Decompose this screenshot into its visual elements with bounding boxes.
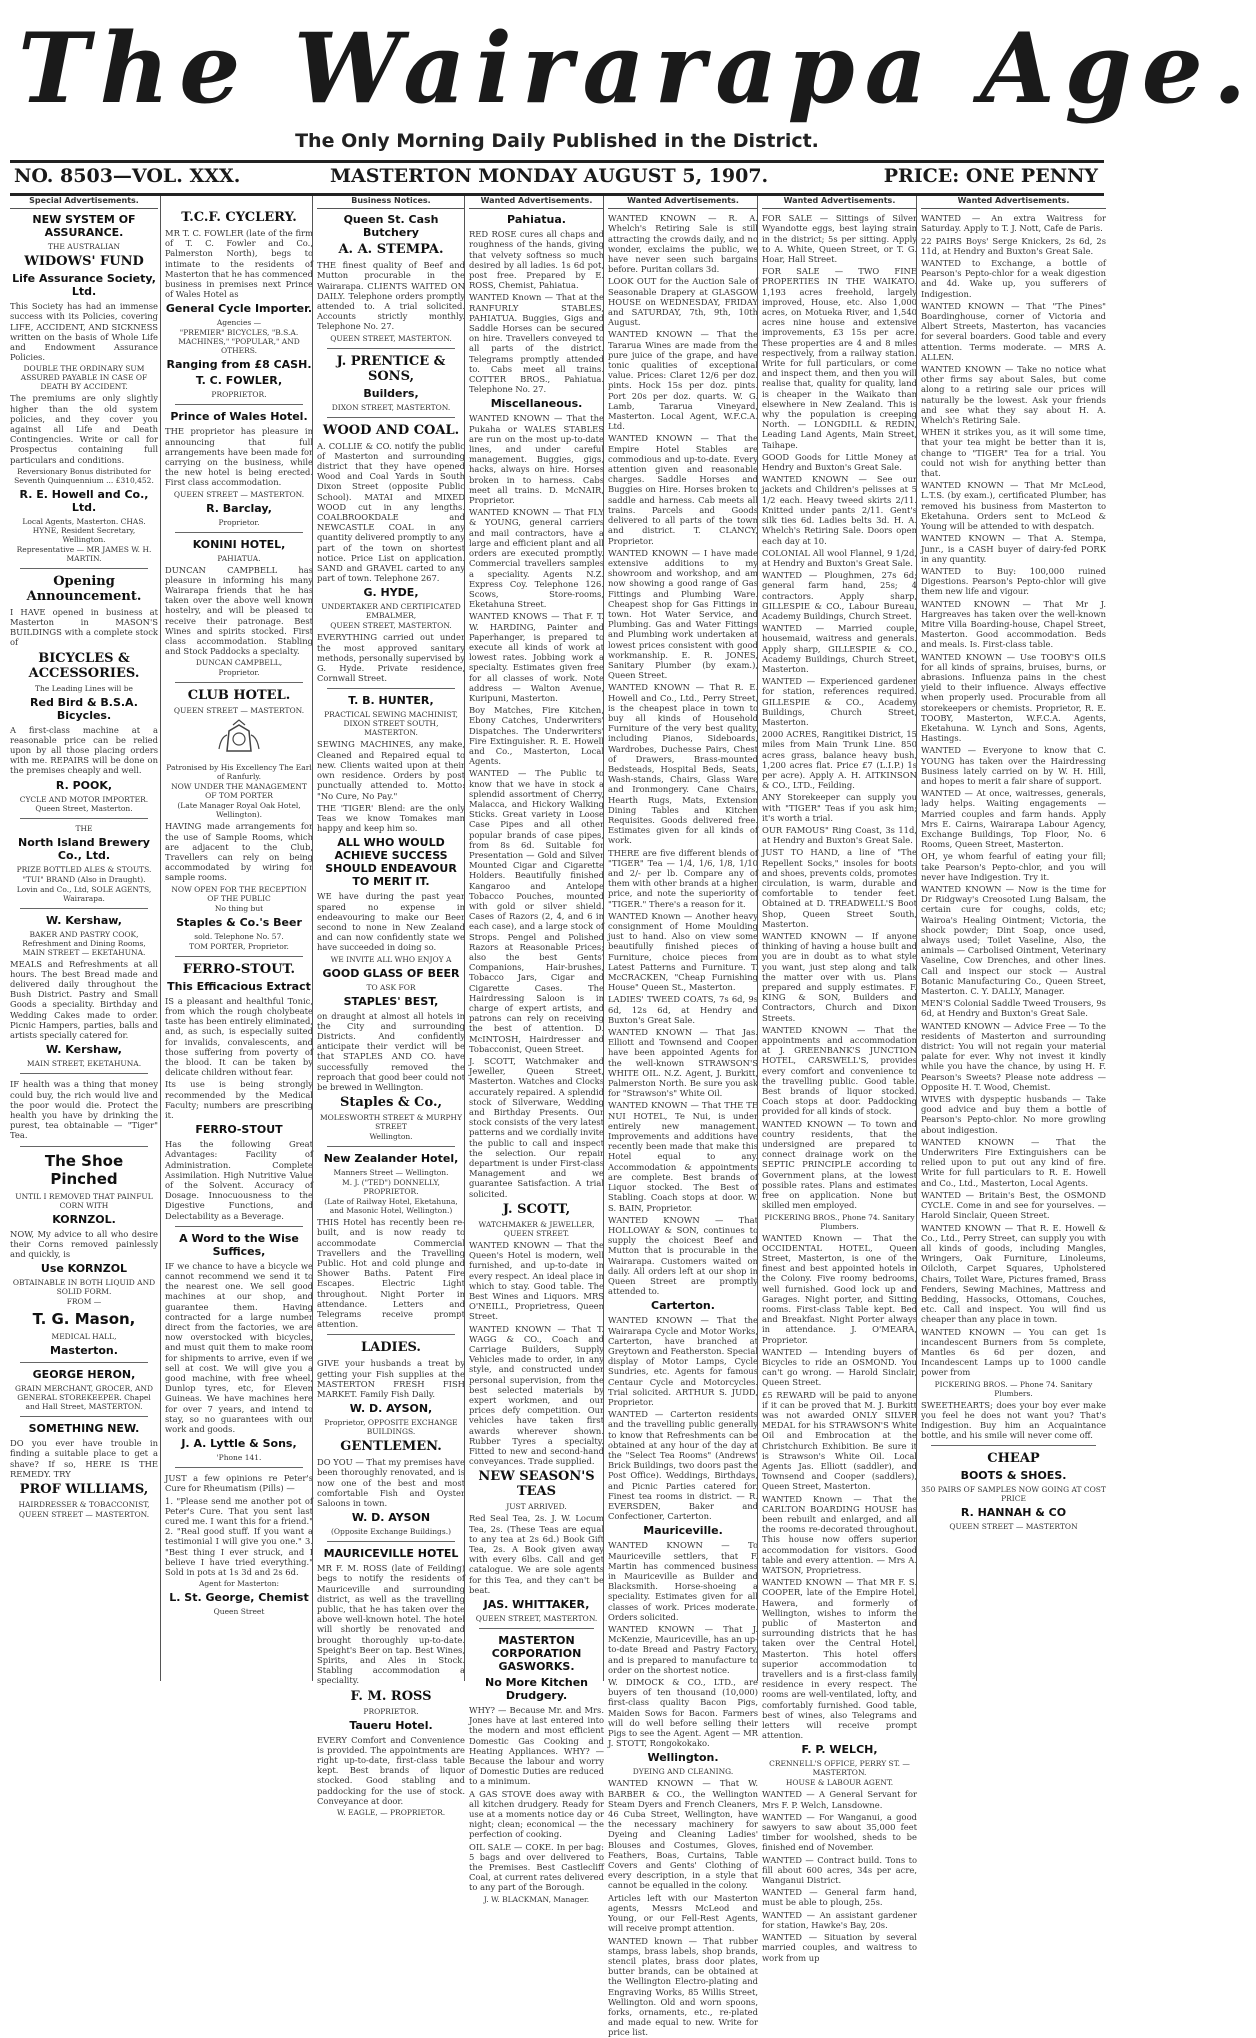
ad-line: (Late Manager Royal Oak Hotel, Wellington).: [177, 801, 301, 820]
section-heading: Mauriceville.: [643, 1524, 723, 1538]
ad-text: A. COLLIE & CO. notify the public of Masterton and surrounding district that they have opened Wood and Coal Yards in South Dixon Street (opposite Public School). MATAI and MIXED WOOD cut in any lengths. COALBROOKDALE and NEWCASTLE COAL in any quantity delivered promptly to any part of the town on shortest notice. Price List on application. SAND and GRAVEL carted to any part of town. Telephone 267.: [317, 440, 465, 584]
divider: [175, 1226, 303, 1227]
ad-text: COLONIAL All wool Flannel, 9 1/2d, at Hendry and Buxton's Great Sale.: [762, 547, 917, 568]
royal-crest-icon: [209, 719, 269, 759]
ad-heading: Opening Announcement.: [26, 573, 142, 604]
ad-line: Reversionary Bonus distributed for Seventh Quinquennium ... £310,452.: [14, 466, 154, 485]
column-1: [10, 196, 158, 1681]
divider: [175, 682, 303, 683]
ad-text: WANTED KNOWN — R. A. Whelch's Retiring Sale is still attracting the crowds daily, and no wonder, exclaims the public, we have never seen such bargains before. Puritan collars 3d.: [608, 213, 758, 275]
ad-text: DO you ever have trouble in finding a suitable place to get a shave? If so, HERE IS THE REMEDY. TRY: [10, 1438, 158, 1479]
divider: [20, 1362, 148, 1363]
ad-text: NOW, My advice to all who desire their Corns removed painlessly and quickly, is: [10, 1228, 158, 1259]
ad-line: Patronised by His Excellency The Earl of Ranfurly.: [166, 763, 312, 782]
ad-heading: Taueru Hotel.: [349, 1718, 433, 1732]
ad-heading: T. C. FOWLER,: [195, 374, 283, 388]
ad-heading: Ranging from £8 CASH.: [166, 358, 312, 372]
ad-line: QUEEN STREET, MASTERTON.: [475, 1613, 598, 1623]
ad-line: Proprietor.: [218, 517, 260, 527]
ad-line: UNTIL I REMOVED THAT PAINFUL CORN WITH: [15, 1191, 153, 1210]
ad-line: PROPRIETOR.: [211, 390, 267, 400]
ad-text: MR F. M. ROSS (late of Feilding) begs to notify the residents of Mauriceville and surrounding district, as well as the travelling public, that he has taken over the above well-known hotel. The hotel will shortly be renovated and brought thoroughly up-to-date. Speight's Beer on tap. Best Wines, Spirits, and Ales in Stock. Stabling accommodation a speciality.: [317, 1563, 465, 1686]
ad-line: QUEEN STREET — MASTERTON.: [18, 1509, 150, 1519]
ad-heading: JAS. WHITTAKER,: [483, 1597, 590, 1611]
ad-heading: W. D. AYSON: [351, 1511, 431, 1525]
ad-line: DUNCAN CAMPBELL,: [195, 658, 283, 668]
ad-text: IS a pleasant and healthful Tonic, from which the rough cholybeate taste has been entirely eliminated, and, as such, is especially suited for invalids, convalescents, and those suffering from poverty of the blood. It can be taken by delicate children without fear.: [165, 995, 313, 1078]
ad-text: WANTED KNOWN — That the Tararua Wines are made from the pure juice of the grape, and have tonic qualities of exceptional value. Prices: Claret 12/6 per doz. pints. Hock 15s per doz. pints. Port 20s per doz. quarts. W. G. Lamb, Tararua Vineyard, Masterton. Local Agent, W.F.C.A. Ltd.: [608, 329, 758, 432]
ad-line: Lovin and Co., Ltd, SOLE AGENTS, Wairarapa.: [16, 884, 152, 903]
ad-heading: BICYCLES & ACCESSORIES.: [28, 650, 140, 681]
ad-line: Representative — MR JAMES W. H. MARTIN.: [16, 544, 152, 563]
ad-text: WANTED — Carterton residents and the travelling public generally to know that Refreshments can be obtained at any hour of the day at the "Select Tea Rooms" (Andrews' Brick Buildings, two doors past the Post Office). Weddings, Birthdays, and Picnic Parties catered for. Finest tea rooms in district. — R. EVERSDEN, Baker and Confectioner, Carterton.: [608, 1409, 758, 1522]
ad-heading: WIDOWS' FUND: [24, 254, 144, 270]
ad-heading: Prince of Wales Hotel.: [170, 410, 308, 424]
ad-text: WANTED KNOWS — That F. T. W. HARDING, Painter and Paperhanger, is prepared to execute all kinds of work at lowest rates. Jobbing work a specialty. Estimates given free for all classes of work. Note address — Walton Avenue, Kuripuni, Masterton.: [469, 611, 604, 703]
ad-heading: SOMETHING NEW.: [28, 1422, 140, 1436]
divider: [20, 818, 148, 819]
ad-text: WANTED KNOWN — If anyone thinking of having a house built and you are in doubt as to what style you want, just step along and talk the matter over with us. Plans prepared and supply estimates. F. KING & SON, Builders and Contractors, Church and Dixon Streets.: [762, 931, 917, 1023]
ad-heading: W. Kershaw,: [46, 1043, 122, 1057]
ad-line: NOW UNDER THE MANAGEMENT OF TOM PORTER: [171, 782, 307, 801]
ad-text: THERE are five different blends of "TIGER" Tea — 1/4, 1/6, 1/8, 1/10 and 2/- per lb. Compare any of them with other brands at a higher price, and note the superiority of "TIGER." There's a reason for it.: [608, 847, 758, 909]
ad-text: WANTED KNOWN — To town and country residents, that the undersigned are prepared to connect drainage work on the SEPTIC PRINCIPLE according to Government plans, at the lowest possible rates. Plans and estimates free on application. None but skilled men employed.: [762, 1118, 917, 1211]
ad-heading: T. G. Mason,: [32, 1310, 136, 1329]
ad-line: Wellington.: [369, 1132, 413, 1142]
ad-text: WANTED KNOWN — That R. E. Howell and Co., Ltd., Perry Street, is the cheapest place in town to buy all kinds of Household Furniture of the very best quality, including Pianos, Sideboards, Wardrobes, Duchesse Pairs, Chest of Drawers, Brass-mounted Bedsteads, Hospital Beds, Seats, Wash-stands, Chairs, Glass Ware and Ironmongery. Cane Chairs, Hearth Rugs, Mats, Extension Dining Tables and Kitchen Requisites. Goods delivered free. Estimates given for all kinds of work.: [608, 682, 758, 846]
ad-heading: PROF WILLIAMS,: [19, 1481, 149, 1497]
ad-line: UNDERTAKER AND CERTIFICATED EMBALMER,: [321, 602, 461, 621]
ad-text: SWEETHEARTS; does your boy ever make you feel he does not want you? That's Indigestion. Buy him an Acquaintance bottle, and his smile will never come off.: [921, 1399, 1106, 1441]
ad-heading: WOOD AND COAL.: [322, 422, 460, 438]
ad-heading: J. PRENTICE & SONS,: [336, 353, 446, 384]
ad-heading: W. D. AYSON,: [349, 1402, 433, 1416]
ad-heading: Life Assurance Society, Ltd.: [12, 272, 156, 299]
ad-heading: J. A. Lyttle & Sons,: [181, 1437, 297, 1451]
ad-text: WANTED — Situation by several married couples, and waitress to work from up: [762, 1932, 917, 1963]
ad-text: ANY Storekeeper can supply you with "TIGER" Teas if you ask him; it's worth a trial.: [762, 792, 917, 823]
ad-text: J. SCOTT, Watchmaker and Jeweller, Queen Street, Masterton. Watches and Clocks accurately repaired. A splendid stock of Silverware, Wedding and Birthday Presents. Our stock consists of the very latest patterns and we cordially invite the public to call and inspect the selection. Our repair department is under First-class Management and we guarantee Satisfaction. A trial solicited.: [469, 1056, 604, 1199]
ad-heading: KONINI HOTEL,: [192, 537, 286, 551]
divider: [327, 348, 455, 349]
ad-heading: NEW SYSTEM OF ASSURANCE.: [32, 213, 136, 240]
ad-text: WANTED — The Public to know that we have in stock a splendid assortment of Cherry, Malacca, and Hickory Walking Sticks. Great variety in Loose Case Pipes and all other popular brands of case pipes, from 8s 6d. Suitable for Presentation — Gold and Silver Mounted Cigar and Cigarette Holders. Beautifully finished Kangaroo and Antelope Tobacco Pouches, mounted with gold or silver shield. Cases of Razors (2, 4, and 6 in each case), and a large stock of Strops. Pengel and Polished Razors at Reasonable Prices; also the best Gents' Companions, Hair-brushes, Tobacco Jars, Cigar and Cigarette Cases. The Hairdressing Saloon is in charge of expert artists, and patrons can rely on receiving the best of attention. D. McINTOSH, Hairdresser and Tobacconist, Queen Street.: [469, 768, 604, 1054]
ad-line: Proprietor, OPPOSITE EXCHANGE BUILDINGS.: [324, 1418, 458, 1437]
ad-text: GIVE your husbands a treat by getting your Fish supplies at the MASTERTON FRESH FISH MARKET. Family Fish Daily.: [317, 1358, 465, 1399]
divider: [479, 1628, 594, 1629]
ad-text: DO YOU — That my premises have been thoroughly renovated, and is now one of the best and most comfortable Fish and Oyster Saloons in town.: [317, 1457, 465, 1509]
ad-heading: MAURICEVILLE HOTEL: [323, 1547, 459, 1561]
issue-number: NO. 8503—VOL. XXX.: [14, 165, 241, 187]
ad-text: WANTED to Buy: 100,000 ruined Digestions. Pearson's Pepto-chlor will give them new life and vigour.: [921, 565, 1106, 597]
ad-text: WANTED KNOWN — That Mr J. Hargreaves has taken over the well-known Mitre Villa Boarding-house, Chapel Street, Masterton. Good accommodation. Beds and meals. Is. First-class table.: [921, 598, 1106, 650]
ad-line: W. EAGLE, — PROPRIETOR.: [336, 1808, 446, 1818]
ad-heading: W. Kershaw,: [46, 913, 122, 927]
ad-text: WANTED — Contract build. Tons to fill about 600 acres, 34s per acre, Wanganui District.: [762, 1854, 917, 1886]
ad-line: PRIZE BOTTLED ALES & STOUTS.: [16, 864, 152, 874]
ad-heading: Queen St. Cash Butchery: [343, 213, 439, 240]
ad-text: A GAS STOVE does away with all kitchen drudgery. Ready for use at a moments notice day or night; clean; economical — the perfection of cooking.: [469, 1788, 604, 1840]
ad-text: WANTED KNOWN — That W. BARBER & CO., the Wellington Steam Dyers and French Cleaners, 46 Cuba Street, Wellington, have the necessary machinery for Dyeing and Cleaning Ladies' Blouses and Costumes, Gloves, Feathers, Boas, Curtains, Table Covers and Gents' Clothing of every description, in a style that cannot be equalled in the colony.: [608, 1778, 758, 1891]
ad-line: "TUI" BRAND (Also in Draught).: [22, 874, 146, 884]
ad-line: THE AUSTRALIAN: [47, 242, 121, 252]
ad-text: WANTED KNOWN — Use TOOBY'S OILS for all kinds of sprains, bruises, burns, or abrasions. Influenza pains in the chest yield to their influence. Always effective when properly used. Procurable from all storekeepers or chemists. Proprietor, R. E. TOOBY, Masterton, W.F.C.A. Agents, Eketahuna. W. Lynch and Sons, Agents, Hastings.: [921, 651, 1106, 744]
ad-heading: A. A. STEMPA.: [338, 242, 444, 258]
ad-text: EVERYTHING carried out under the most approved sanitary methods, personally supervised by G. Hyde. Private residence, Cornwall Street.: [317, 632, 465, 684]
ad-text: WANTED — Ploughmen, 27s 6d; general farm hand, 25s; 4 contractors. Apply sharp, GILLESPIE & CO., Labour Bureau, Academy Buildings, Church Street.: [762, 570, 917, 621]
ad-text: WANTED Known — That at the RANFURLY STABLES, PAHIATUA. Buggies, Gigs and Saddle Horses can be secured on hire. Travellers conveyed to all parts of the district. Telegrams promptly attended to. Cabs meet all trains. COTTER BROS., Pahiatua. Telephone No. 27.: [469, 292, 604, 395]
price: PRICE: ONE PENNY: [883, 165, 1098, 187]
column-heading: Business Notices.: [317, 196, 465, 209]
ad-text: WANTED KNOWN — That R. E. Howell & Co., Ltd., Perry Street, can supply you with all kinds of goods, including Mangles, Wringers, Oak Furniture, Linoleums, Oilcloth, Carpet Squares, Upholstered Chairs, Toilet Ware, Pictures framed, Brass Fenders, Sewing Machines, Mattress and Bedding, Hassocks, Ottomans, Couches, etc. Call and inspect. You will find us cheaper than any place in town.: [921, 1222, 1106, 1325]
ad-text: WANTED KNOWN — See our jackets and Children's pelisses at 5 1/2 each. Heavy tweed skirts 2/11. Knitted under pants 2/11. Gent's silk ties 6d. Ladies belts 3d. H. A. Whelch's Retiring Sale. Doors open each day at 10.: [762, 474, 917, 546]
ad-line: CYCLE AND MOTOR IMPORTER. Queen Street, Masterton.: [19, 794, 149, 813]
ad-text: WANTED KNOWN — Take no notice what other firms say about Sales, but come along to a retiring sale our prices will naturally be the lowest. Ask your friends and see what they say about H. A. Whelch's Retiring Sale.: [921, 364, 1106, 426]
ad-text: WANTED KNOWN — Advice Free — To the residents of Masterton and surrounding district: You will not regain your material palate for ever. Why not invest it kindly while you have the chance, by using H. F. Pearson's Sweets? Please note address — Opposite H. T. Wood, Chemist.: [921, 1020, 1106, 1092]
ad-text: WANTED KNOWN — That the Underwriters Fire Extinguishers can be relied upon to put out any kind of fire. Write for full particulars to R. E. Howell and Co., Ltd., Masterton, Local Agents.: [921, 1136, 1106, 1188]
ad-line: The Leading Lines will be: [35, 683, 133, 693]
ad-heading: Builders,: [363, 386, 419, 400]
ad-heading: North Island Brewery Co., Ltd.: [18, 835, 150, 862]
ad-text: WIVES with dyspeptic husbands — Take good advice and buy them a bottle of Pearson's Pepto-chlor. No more growling about indigestion.: [921, 1094, 1106, 1135]
ad-text: FOR SALE — Sittings of Silver Wyandotte eggs, best laying strain in the district; 5s per sitting. Apply to A. White, Queen Street, or T. G. Hoar, Hall Street.: [762, 213, 917, 265]
ad-text: LOOK OUT for the Auction Sale of Seasonable Drapery at GLASGOW HOUSE on WEDNESDAY, FRIDAY and SATURDAY, 7th, 9th, 10th August.: [608, 276, 758, 328]
ad-line: (Late of Railway Hotel, Eketahuna, and Masonic Hotel, Wellington.): [324, 1197, 458, 1216]
ad-line: OBTAINABLE IN BOTH LIQUID AND SOLID FORM.: [12, 1278, 156, 1297]
ad-text: IF we chance to have a bicycle we cannot recommend we send it to the nearest one. We sell good machines at our shop, and guarantee them. Having contracted for a large number direct from the factories, we are now overstocked with bicycles, and must quit them to make room for shipments to arrive, even if we sell at cost. We will give you a good machine, with free wheel, Dunlop tyres, etc, for Eleven Guineas. We have machines here for over 7 years, and intend to stay, so no guarantees with our work and goods.: [165, 1260, 313, 1434]
section-heading: Wellington.: [647, 1751, 719, 1765]
ad-heading: Staples & Co.'s Beer: [176, 915, 302, 929]
column-7: [916, 196, 1106, 1681]
ad-line: QUEEN STREET, MASTERTON.: [330, 333, 452, 343]
ad-line: PRACTICAL SEWING MACHINIST, DIXON STREET SOUTH, MASTERTON.: [324, 710, 458, 738]
ad-text: WANTED — An assistant gardener for station, Hawke's Bay, 20s.: [762, 1909, 917, 1930]
dateline: [10, 160, 1104, 196]
ad-text: IF health was a thing that money could buy, the rich would live and the poor would die. Protect the health you have by drinking the purest, tea obtainable — "Tiger" Tea.: [10, 1079, 158, 1141]
ad-line: Queen Street: [213, 1607, 265, 1617]
ad-heading: No More Kitchen Drudgery.: [484, 1675, 588, 1702]
ad-heading: R. POOK,: [55, 778, 113, 792]
ad-text: WANTED — An extra Waitress for Saturday. Apply to T. J. Nott, Cafe de Paris.: [921, 213, 1106, 234]
ad-text: WANTED KNOWN — That FLY & YOUNG, general carriers and mail contractors, have a large and efficient plant and all orders are executed promptly. Commercial travellers samples a speciality. Agents N.Z. Express Coy. Telephone 126. Scows, Store-rooms, Eketahuna Street.: [469, 507, 604, 610]
tagline: The Only Morning Daily Published in the District.: [295, 130, 819, 152]
ad-heading: FERRO-STOUT: [195, 1123, 283, 1137]
ad-text: WANTED KNOWN — That the Wairarapa Cycle and Motor Works, Carterton, have branched at Greytown and Featherston. Special display of Motor Lamps, Cycle Sundries, etc. Agents for famous Centaur Cycle and Motorcycles. Trial solicited. ARTHUR S. JUDD, Proprietor.: [608, 1315, 758, 1407]
column-heading: Wanted Advertisements.: [921, 196, 1106, 209]
ad-heading: L. St. George, Chemist: [169, 1591, 309, 1605]
ad-heading: STAPLES' BEST,: [343, 994, 439, 1008]
ad-text: WANTED — Intending buyers of Bicycles to ride an OSMOND. You can't go wrong. — Harold Sinclair, Queen Street.: [762, 1346, 917, 1388]
ad-line: "PREMIER" BICYCLES, "B.S.A. MACHINES," "POPULAR," AND OTHERS.: [178, 328, 300, 356]
ad-text: WE have during the past year spared no expense in endeavouring to make our Beer second to none in New Zealand and can now confidently state we have succeeded in doing so.: [317, 891, 465, 953]
ad-text: WANTED KNOWN — That Jas. Elliott and Townsend and Cooper have been appointed Agents for the well-known STRAWSON'S WHITE OIL. N.Z. Agent, J. Burkitt, Palmerston North. Be sure you ask for "Strawson's" White Oil.: [608, 1027, 758, 1099]
ad-heading: T. B. HUNTER,: [348, 694, 434, 708]
ad-line: (Opposite Exchange Buildings.): [330, 1527, 452, 1537]
column-4: [464, 196, 604, 1904]
ad-text: W. DIMOCK & CO., LTD., are buyers of ten thousand (10,000) first-class quality Bacon Pigs, Maiden Sows for Bacon. Farmers will do well before selling their Pigs to see the Agent. Agent — MR J. STOTT, Rongokokako.: [608, 1677, 758, 1749]
ad-text: Boy Matches, Fire Kitchen, Ebony Catches, Underwriters' Dispatches. The Underwriters' Fire Extinguisher. R. E. Howell and Co., Masterton, Local Agents.: [469, 705, 604, 767]
ad-text: THIS Hotel has recently been re-built, and is now ready to accommodate Commercial Travellers and the Travelling Public. Hot and cold plunge and Shower Baths. Patent Fire Escapes. Electric Light throughout. Night Porter in attendance. Letters and Telegrams receive prompt attention.: [317, 1217, 465, 1330]
ad-text: WANTED KNOWN — That "The Pines" Boardinghouse, corner of Victoria and Albert Streets, Masterton, has vacancies for several boarders. Good table and every attention. Terms moderate. — MRS A. ALLEN.: [921, 300, 1106, 362]
ad-heading: MASTERTON CORPORATION GASWORKS.: [491, 1633, 582, 1673]
column-5: [603, 196, 758, 2038]
ad-text: LADIES' TWEED COATS, 7s 6d, 9s 6d, 12s 6d, at Hendry and Buxton's Great Sale.: [608, 994, 758, 1025]
ad-heading: R. Barclay,: [206, 501, 272, 515]
ad-heading: R. E. Howell and Co., Ltd.: [19, 487, 149, 514]
ad-text: EVERY Comfort and Convenience is provided. The appointments are right up-to-date, first-class table kept. Best brands of liquor stocked. Good stabling and paddocking for the use of stock. Conveyance at door.: [317, 1734, 465, 1806]
ad-text: This Society has had an immense success with its Policies, covering LIFE, ACCIDENT, AND SICKNESS written on the basis of Whole Life and Endowment Assurance Policies.: [10, 301, 158, 363]
ad-heading: CHEAP: [987, 1451, 1040, 1467]
ad-heading: A Word to the Wise Suffices,: [179, 1231, 299, 1258]
ad-text: SEWING MACHINES, any make, Cleaned and Repaired equal to new. Clients waited upon at their own residence. Orders by post punctually attended to. Motto: "No Cure, No Pay.": [317, 739, 465, 801]
ad-line: WE INVITE ALL WHO ENJOY A: [330, 954, 452, 964]
divider: [20, 1416, 148, 1417]
ad-heading: F. M. ROSS: [350, 1688, 432, 1704]
masthead-title: The Wairarapa Age.: [18, 12, 1256, 125]
ad-text: WANTED — For Wanganui, a good sawyers to saw about 35,000 feet timber for woolshed, sheds to be finished end of November.: [762, 1811, 917, 1853]
ad-line: Agencies —: [216, 318, 262, 328]
ad-text: WANTED to Exchange, a bottle of Pearson's Pepto-chlor for a weak digestion and 4d. Wake up, you sufferers of Indigestion.: [921, 258, 1106, 299]
ad-line: PROPRIETOR.: [363, 1706, 419, 1716]
ad-text: WANTED KNOWN — That the appointments and accommodation at J. GREENBANK'S JUNCTION HOTEL, CARSWELL'S, provides every comfort and convenience to the travelling public. Good table. Best brands of liquor stocked. Coach stops at door. Paddocking provided for all kinds of stock.: [762, 1024, 917, 1117]
ad-text: on draught at almost all hotels in the City and surrounding Districts. And confidently anticipate their verdict will be that STAPLES AND CO. have successfully removed the reproach that good beer could not be brewed in Wellington.: [317, 1010, 465, 1092]
ad-line: Proprietor.: [218, 668, 260, 678]
ad-line: NOW OPEN FOR THE RECEPTION OF THE PUBLIC: [171, 884, 307, 903]
ad-line: sold. Telephone No. 57.: [194, 931, 284, 941]
ad-line: DOUBLE THE ORDINARY SUM ASSURED PAYABLE IN CASE OF DEATH BY ACCIDENT.: [20, 364, 148, 392]
column-heading: Wanted Advertisements.: [762, 196, 917, 209]
ad-text: JUST a few opinions re Peter's Cure for Rheumatism (Pills) —: [165, 1473, 313, 1494]
ad-line: Manners Street — Wellington.: [333, 1168, 449, 1178]
ad-text: HAVING made arrangements for the use of Sample Rooms, which are adjacent to the Club, Travellers can rely on being accommodated by wiring for sample rooms.: [165, 821, 313, 883]
ad-text: FOR SALE — TWO FINE PROPERTIES IN THE WAIKATO. 1,193 acres freehold, largely improved, House, etc. Also 1,000 acres, on Motueka River, and 1,540 acres nine house and extensive improvements, £3 15s per acre. These properties are 4 and 8 miles respectively, from a railway station. Write for full particulars, or come and inspect them, and then you will realise that, quality for quality, land is cheaper in the Waikato than elsewhere in New Zealand. This is why the population is creeping North. — LONGDILL & REDIN, Leading Land Agents, Main Street, Taihape.: [762, 266, 917, 450]
ad-text: WANTED KNOWN — That Mr McLeod, L.T.S. (by exam.), certificated Plumber, has removed his business from Masterton to Eketahuna. Orders sent to McLeod & Young will be attended to with despatch.: [921, 480, 1106, 532]
ad-text: WANTED KNOWN — That T. WAGG & CO., Coach and Carriage Builders, Supply Vehicles made to order, in any style, and constructed under personal supervision, from the best selected materials by expert workmen, and our prices defy competition. Our vehicles have taken first awards wherever shown. Rubber Tyres a specialty. Fitted to new and second-hand conveyances. Trade supplied.: [469, 1323, 604, 1467]
ad-text: WANTED KNOWN — That J. McKenzie, Mauriceville, has an up-to-date Bread and Pastry Factory, and is prepared to manufacture to order on the shortest notice.: [608, 1624, 758, 1675]
ad-text: 2000 ACRES, Rangitikei District, 15 miles from Main Trunk Line. 850 acres grass, balance heavy bush, 1,200 acres flat. Price £7 (L.I.P.) 1s per acre). Apply A. H. AITKINSON & CO., LTD., Feilding.: [762, 729, 917, 791]
divider: [175, 532, 303, 533]
ad-line: FROM —: [66, 1297, 102, 1307]
ad-text: WANTED — Everyone to know that C. YOUNG has taken over the Hairdressing Business lately carried on by W. H. Hill, and hopes to merit a fair share of support.: [921, 745, 1106, 786]
ad-line: Agent for Masterton:: [198, 1579, 280, 1589]
column-6: [757, 196, 917, 1963]
ad-text: WANTED — Married couple, housemaid, waitress and generals. Apply sharp, GILLESPIE & CO., Academy Buildings, Church Street, Masterton.: [762, 623, 917, 674]
ad-heading: J. SCOTT,: [502, 1201, 571, 1217]
section-heading: Carterton.: [651, 1299, 715, 1313]
ad-heading: GEORGE HERON,: [32, 1368, 136, 1382]
divider: [175, 404, 303, 405]
ad-text: WANTED Known — That the CARLTON BOARDING HOUSE has been rebuilt and enlarged, and all the rooms re-decorated throughout. This house now offers superior accommodation for visitors. Good table and every attention. — Mrs A. WATSON, Proprietress.: [762, 1493, 917, 1575]
ad-heading: FERRO-STOUT.: [182, 961, 296, 977]
ad-text: MEN'S Colonial Saddle Tweed Trousers, 9s 6d, at Hendry and Buxton's Great Sale.: [921, 998, 1106, 1019]
ad-text: WANTED KNOWN — That the Pukaha or WALES STABLES are run on the most up-to-date lines, and under careful management. Buggies, gigs, hacks, always on hire. Horses broken in to harness. Cabs meet all trains. D. McNAIR, Proprietor.: [469, 413, 604, 506]
ad-line: GRAIN MERCHANT, GROCER, AND GENERAL STOREKEEPER. Chapel and Hall Street, MASTERTON.: [14, 1384, 154, 1412]
ad-line: 350 PAIRS OF SAMPLES NOW GOING AT COST PRICE: [921, 1485, 1106, 1504]
ad-text: I HAVE opened in business at Masterton in MASON'S BUILDINGS with a complete stock of: [10, 606, 158, 648]
ad-text: The premiums are only slightly higher than the old system policies, and they cover you against all Life and Death Contingencies. Write or call for Prospectus containing full particulars and conditions.: [10, 393, 158, 465]
divider: [327, 417, 455, 418]
divider: [175, 956, 303, 957]
ad-heading: KORNZOL.: [52, 1212, 116, 1226]
divider: [20, 1073, 148, 1074]
ad-line: PAHIATUA.: [217, 553, 261, 563]
ad-heading: F. P. WELCH,: [801, 1743, 878, 1757]
ad-heading: GENTLEMEN.: [340, 1439, 442, 1455]
ad-text: WANTED KNOWN — To Mauriceville settlers, that F. Martin has commenced business in Mauriceville as Builder and Blacksmith. Horse-shoeing a speciality. Estimates given for all classes of work. Prices moderate. Orders solicited.: [608, 1540, 758, 1622]
ad-text: WANTED — Britain's Best, the OSMOND CYCLE. Come in and see for yourselves. — Harold Sinclair, Queen Street.: [921, 1189, 1106, 1221]
ad-text: DUNCAN CAMPBELL has pleasure in informing his many Wairarapa friends that he has taken over the above well known hostelry, and will be pleased to receive their patronage. Best Wines and spirits stocked. First class accommodation. Stabling and Stock Paddocks a specialty.: [165, 564, 313, 657]
divider: [175, 1467, 303, 1468]
ad-line: TO ASK FOR: [366, 982, 416, 992]
ad-text: THE finest quality of Beef and Mutton procurable in the Wairarapa. CLIENTS WAITED ON DAILY. Telephone orders promptly attended to. A trial solicited. Accounts strictly monthly. Telephone No. 27.: [317, 260, 465, 332]
ad-text: Its use is being strongly recommended by the Medical Faculty; numbers are prescribing it.: [165, 1079, 313, 1120]
ad-line: 'Phone 141.: [216, 1453, 262, 1463]
ad-heading: Staples & Co.,: [339, 1095, 443, 1111]
ad-line: QUEEN STREET, MASTERTON.: [330, 621, 452, 631]
ad-text: Articles left with our Masterton agents, Messrs McLeod and Young, or our Fell-Rest Agents, will receive prompt attention.: [608, 1892, 758, 1934]
ad-heading: BOOTS & SHOES.: [960, 1469, 1067, 1483]
divider: [327, 1541, 455, 1542]
divider: [931, 1445, 1096, 1446]
ad-text: WANTED — General farm hand, must be able to plough, 25s.: [762, 1887, 917, 1908]
divider: [20, 1146, 148, 1147]
ad-text: A first-class machine at a reasonable price can be relied upon by all those placing orders with me. REPAIRS will be done on the premises cheaply and well.: [10, 724, 158, 776]
ad-line: M. J. ("TED") DONNELLY, PROPRIETOR.: [342, 1178, 440, 1197]
ad-heading: ALL WHO WOULD ACHIEVE SUCCESS SHOULD ENDEAVOUR TO MERIT IT.: [325, 836, 457, 889]
ad-line: MAIN STREET, EKETAHUNA.: [26, 1059, 142, 1069]
ad-line: CRENNELL'S OFFICE, PERRY ST. — MASTERTON.: [769, 1759, 910, 1778]
ad-text: GOOD Goods for Little Money at Hendry and Buxton's Great Sale.: [762, 451, 917, 473]
ad-text: OIL SALE — COKE. In per bag: 5 bags and over delivered to the Premises. Best Castlecliff Coal, at current rates delivered to any part of the Borough.: [469, 1841, 604, 1893]
ad-text: WANTED known — That rubber stamps, brass labels, shop brands, stencil plates, brass door plates, butter brands, can be obtained at the Wellington Electro-plating and Engraving Works, 85 Willis Street, Wellington. Old and worn spoons, forks, ornaments, etc., re-plated and made equal to new. Write for price list.: [608, 1935, 758, 2038]
ad-heading: G. HYDE,: [363, 586, 419, 600]
section-heading: Pahiatua.: [507, 213, 566, 227]
ad-text: THE 'TIGER' Blend: are the only Teas we know Tomakes man happy and keep him so.: [317, 802, 465, 834]
ad-text: WANTED — At once, waitresses, generals, lady helps. Waiting engagements — Married couples and farm hands. Apply Mrs E. Cairns, Wairarapa Labour Agency, Exchange Buildings, Top Floor, No. 6 Rooms, Queen Street, Masterton.: [921, 788, 1106, 850]
ad-line: BAKER AND PASTRY COOK, Refreshment and Dining Rooms, MAIN STREET — EKETAHUNA.: [22, 929, 146, 957]
column-2: [160, 196, 313, 1681]
ad-text: WHY? — Because Mr. and Mrs. Jones have at last entered into the modern and most efficient Domestic Gas Cooking and Heating Appliances. WHY? — Because the labour and worry of Domestic Duties are reduced to a minimum.: [469, 1704, 604, 1787]
ad-heading: Red Bird & B.S.A. Bicycles.: [30, 695, 138, 722]
ad-heading: The Shoe Pinched: [44, 1151, 124, 1188]
ad-line: DYEING AND CLEANING.: [632, 1767, 734, 1777]
divider: [20, 908, 148, 909]
ad-text: WANTED — Experienced gardener for station, references required. GILLESPIE & CO., Academy Buildings, Church Street, Masterton.: [762, 676, 917, 727]
ad-text: WANTED KNOWN — That A. Stempa, Junr., is a CASH buyer of dairy-fed PORK in any quantity.: [921, 533, 1106, 564]
ad-heading: NEW SEASON'S TEAS: [478, 1469, 595, 1500]
ad-line: MOLESWORTH STREET & MURPHY STREET: [319, 1113, 463, 1132]
ad-text: WANTED KNOWN — I have made extensive additions to my showroom and workshop, and am now showing a good range of Gas Fittings and Plumbing Ware. Cheapest shop for Gas Fittings in town. Hot Water Service, and Plumbing. Gas and Water Fittings and Plumbing work undertaken at lowest prices consistent with good workmanship. E. R. JONES, Sanitary Plumber (by exam.), Queen Street.: [608, 547, 758, 681]
ad-line: PICKERING BROS. — Phone 74. Sanitary Plumbers.: [934, 1379, 1093, 1398]
ad-text: THE proprietor has pleasure in announcing that full arrangements have been made for carrying on the business, while the new hotel is being erected. First class accommodation.: [165, 426, 313, 488]
divider: [20, 568, 148, 569]
ad-line: DIXON STREET, MASTERTON.: [331, 402, 451, 412]
ad-text: WANTED KNOWN — Now is the time for Dr Ridgway's Creosoted Lung Balsam, the certain cure for coughs, colds, etc; Wairoa's Healing Ointment; Victoria, the shock powder; Dint Soap, once used, always used; Toilet Vaseline, Also, the animals — Carbolised Ointment, Veterinary Vaseline, Cow Drenches, and other lines. Call and inspect our stock — Austral Botanic Manufacturing Co., Queen Street, Masterton. C. Y. DALLY, Manager.: [921, 884, 1106, 997]
ad-text: £5 REWARD will be paid to anyone if it can be proved that M. J. Burkitt was not awarded ONLY SILVER MEDAL for his STRAWSON'S White Oil and Embrocation at the Christchurch Exhibition. Be sure it is Strawson's White Oil. Local Agents Jas. Elliott (saddler), and Townsend and Cooper (saddlers), Queen Street, Masterton.: [762, 1389, 917, 1492]
ad-text: OH, ye whom fearful of eating your fill; take Pearson's Pepto-chlor, and you will never have Indigestion. Try it.: [921, 851, 1106, 882]
divider: [327, 688, 455, 689]
ad-heading: CLUB HOTEL.: [187, 688, 291, 704]
ad-line: No thing but: [214, 903, 264, 913]
ad-text: WANTED Known — Another heavy consignment of Home Moulding just to hand. Also on view some beautifully finished pieces of Furniture, choice pieces from Latest Patterns and Furniture. T. McCRACKEN, "Cheap Furnishing House" Queen St., Masterton.: [608, 910, 758, 993]
ad-line: QUEEN STREET — MASTERTON.: [173, 706, 305, 716]
ad-line: WATCHMAKER & JEWELLER, QUEEN STREET.: [478, 1219, 595, 1238]
ad-line: HOUSE & LABOUR AGENT.: [785, 1778, 894, 1788]
ad-text: MEALS and Refreshments at all hours. The best Bread made and delivered daily throughout the Bush District. Pastry and Small Goods a speciality. Birthday and Wedding Cakes made to order. Picnic Hampers, parties, balls and artists specially catered for.: [10, 958, 158, 1041]
column-heading: Wanted Advertisements.: [608, 196, 758, 209]
ad-heading: Use KORNZOL: [40, 1262, 128, 1276]
ad-text: WANTED KNOWN — That THE TE NUI HOTEL, Te Nui, is under entirely new management. Improvements and additions have recently been made that make this Hotel equal to any. Accommodation & appointments are complete. Best brands of Liquor stocked. The Best of Stabling. Coach stops at door. W. S. BAIN, Proprietor.: [608, 1100, 758, 1213]
ad-text: RED ROSE cures all chaps and roughness of the hands, giving that velvety softness so much desired by all ladies. 1s 6d pot, post free. Prepared by E. ROSS, Chemist, Pahiatua.: [469, 229, 604, 291]
ad-heading: This Efficacious Extract: [167, 979, 311, 993]
masthead: [18, 12, 1256, 125]
ad-text: WANTED KNOWN — You can get 1s incandescent Burners from 5s complete, Mantles 6s 6d per dozen, and Incandescent Lamps up to 1000 candle power from: [921, 1326, 1106, 1378]
ad-text: WANTED — A General Servant for Mrs F. P. Welch, Lansdowne.: [762, 1789, 917, 1810]
ad-line: TOM PORTER, Proprietor.: [189, 941, 289, 951]
ad-line: QUEEN STREET — MASTERTON.: [173, 489, 305, 499]
ad-text: JUST TO HAND, a line of "The Repellent Socks," insoles for boots and shoes, prevents colds, promotes circulation, is warm, durable and comfortable to tender feet. Obtained at D. TREADWELL'S Boot Shop, Queen Street South, Masterton.: [762, 847, 917, 929]
ad-heading: General Cycle Importer.: [165, 302, 313, 316]
ad-heading: T.C.F. CYCLERY.: [181, 210, 297, 225]
column-heading: Wanted Advertisements.: [469, 196, 604, 209]
ad-heading: Masterton.: [50, 1344, 118, 1358]
divider: [327, 1146, 455, 1147]
column-heading: Special Advertisements.: [10, 196, 158, 209]
ad-line: JUST ARRIVED.: [506, 1502, 567, 1512]
ad-line: THE: [75, 823, 93, 833]
ad-text: WANTED KNOWN — That the Empire Hotel Stables are commodious and up-to-date. Every attention given and reasonable charges. Saddle Horses and Buggies on Hire. Horses broken to saddle and harness. Cab meets all trains. Parcels and Goods delivered to all parts of the town and district. T. CLANCY, Proprietor.: [608, 433, 758, 546]
ad-line: J. W. BLACKMAN, Manager.: [483, 1894, 590, 1904]
ad-heading: R. HANNAH & CO: [960, 1506, 1067, 1520]
ad-text: WANTED Known — That the OCCIDENTAL HOTEL, Queen Street, Masterton, is one of the finest and best appointed hotels in the Colony. Five roomy bedrooms, well furnished. Good lock up and Garages. Night porter, and Sitting rooms. First-class Table kept. Bed and Breakfast. Night Porter always in attendance. J. O'MEARA, Proprietor.: [762, 1232, 917, 1345]
section-heading: Miscellaneous.: [490, 397, 583, 411]
divider: [327, 1334, 455, 1335]
ad-text: OUR FAMOUS" Ring Coast, 3s 11d, at Hendry and Buxton's Great Sale.: [762, 824, 917, 846]
ad-line: Local Agents, Masterton. CHAS. HYNE, Resident Secretary, Wellington.: [22, 516, 146, 544]
place-date: MASTERTON MONDAY AUGUST 5, 1907.: [330, 165, 769, 187]
ad-text: Red Seal Tea, 2s. J. W. Locum Tea, 2s. (These Teas are equal to any tea at 2s 6d.) Book Gift Tea, 2s. A Book given away with every 6lbs. Call and get catalogue. We are sole agents for this Tea, and they can't be beat.: [469, 1513, 604, 1595]
ad-text: MR T. C. FOWLER (late of the firm of T. C. Fowler and Co., Palmerston North), begs to intimate to the residents of Masterton that he has commenced business in premises next Prince of Wales Hotel as: [165, 228, 313, 300]
ad-heading: LADIES.: [361, 1340, 421, 1356]
ad-line: MEDICAL HALL,: [51, 1332, 117, 1342]
ad-heading: GOOD GLASS OF BEER: [322, 966, 460, 980]
ad-text: WANTED KNOWN — That HOLLOWAY & SON, continues to supply the choicest Beef and Mutton that is procurable in the Wairarapa. Customers waited on daily. All orders left at our shop in Queen Street are promptly attended to.: [608, 1214, 758, 1297]
ad-text: 22 PAIRS Boys' Serge Knickers, 2s 6d, 2s 11d, at Hendry and Buxton's Great Sale.: [921, 235, 1106, 256]
column-3: [312, 196, 465, 1818]
ad-heading: New Zealander Hotel,: [323, 1152, 459, 1166]
ad-text: 1. "Please send me another pot of Peter's Cure. That you sent last cured me. I want this for a friend." 2. "Real good stuff. If you want a testimonial I will give you one." 3. "Best thing I ever struck, and I believe I have tried everything." Sold in pots at 1s 3d and 2s 6d.: [165, 1495, 313, 1578]
ad-text: Has the following Great Advantages: Facility of Administration. Complete Assimilation. High Nutritive Value of the Solvent. Accuracy of Dosage. Innocuousness to the Digestive Functions, and Delectability as a Beverage.: [165, 1139, 313, 1221]
ad-text: WHEN it strikes you, as it will some time, that your tea might be better than it is, change to "TIGER" Tea for a trial. You could not wish for anything better than that.: [921, 427, 1106, 479]
ad-line: PICKERING BROS., Phone 74. Sanitary Plumbers.: [764, 1212, 915, 1231]
ad-line: QUEEN STREET — MASTERTON: [949, 1522, 1078, 1532]
ad-line: HAIRDRESSER & TOBACCONIST,: [18, 1499, 150, 1509]
ad-text: WANTED KNOWN — That MR F. S. COOPER, late of the Empire Hotel, Hawera, and formerly of Wellington, wishes to inform the public of Masterton and surrounding districts that he has taken over the Central Hotel, Masterton. This hotel offers superior accommodation to travellers and is a first-class family residence in every respect. The rooms are well-ventilated, lofty, and comfortably furnished. Good table, best of wines, also Telegrams and letters will receive prompt attention.: [762, 1577, 917, 1741]
ad-text: WANTED KNOWN — That the Queen's Hotel is modern, well furnished, and up-to-date in every respect. An ideal place in which to stay. Good table. The Best Wines and Liquors. MRS O'NEILL, Proprietress, Queen Street.: [469, 1239, 604, 1322]
